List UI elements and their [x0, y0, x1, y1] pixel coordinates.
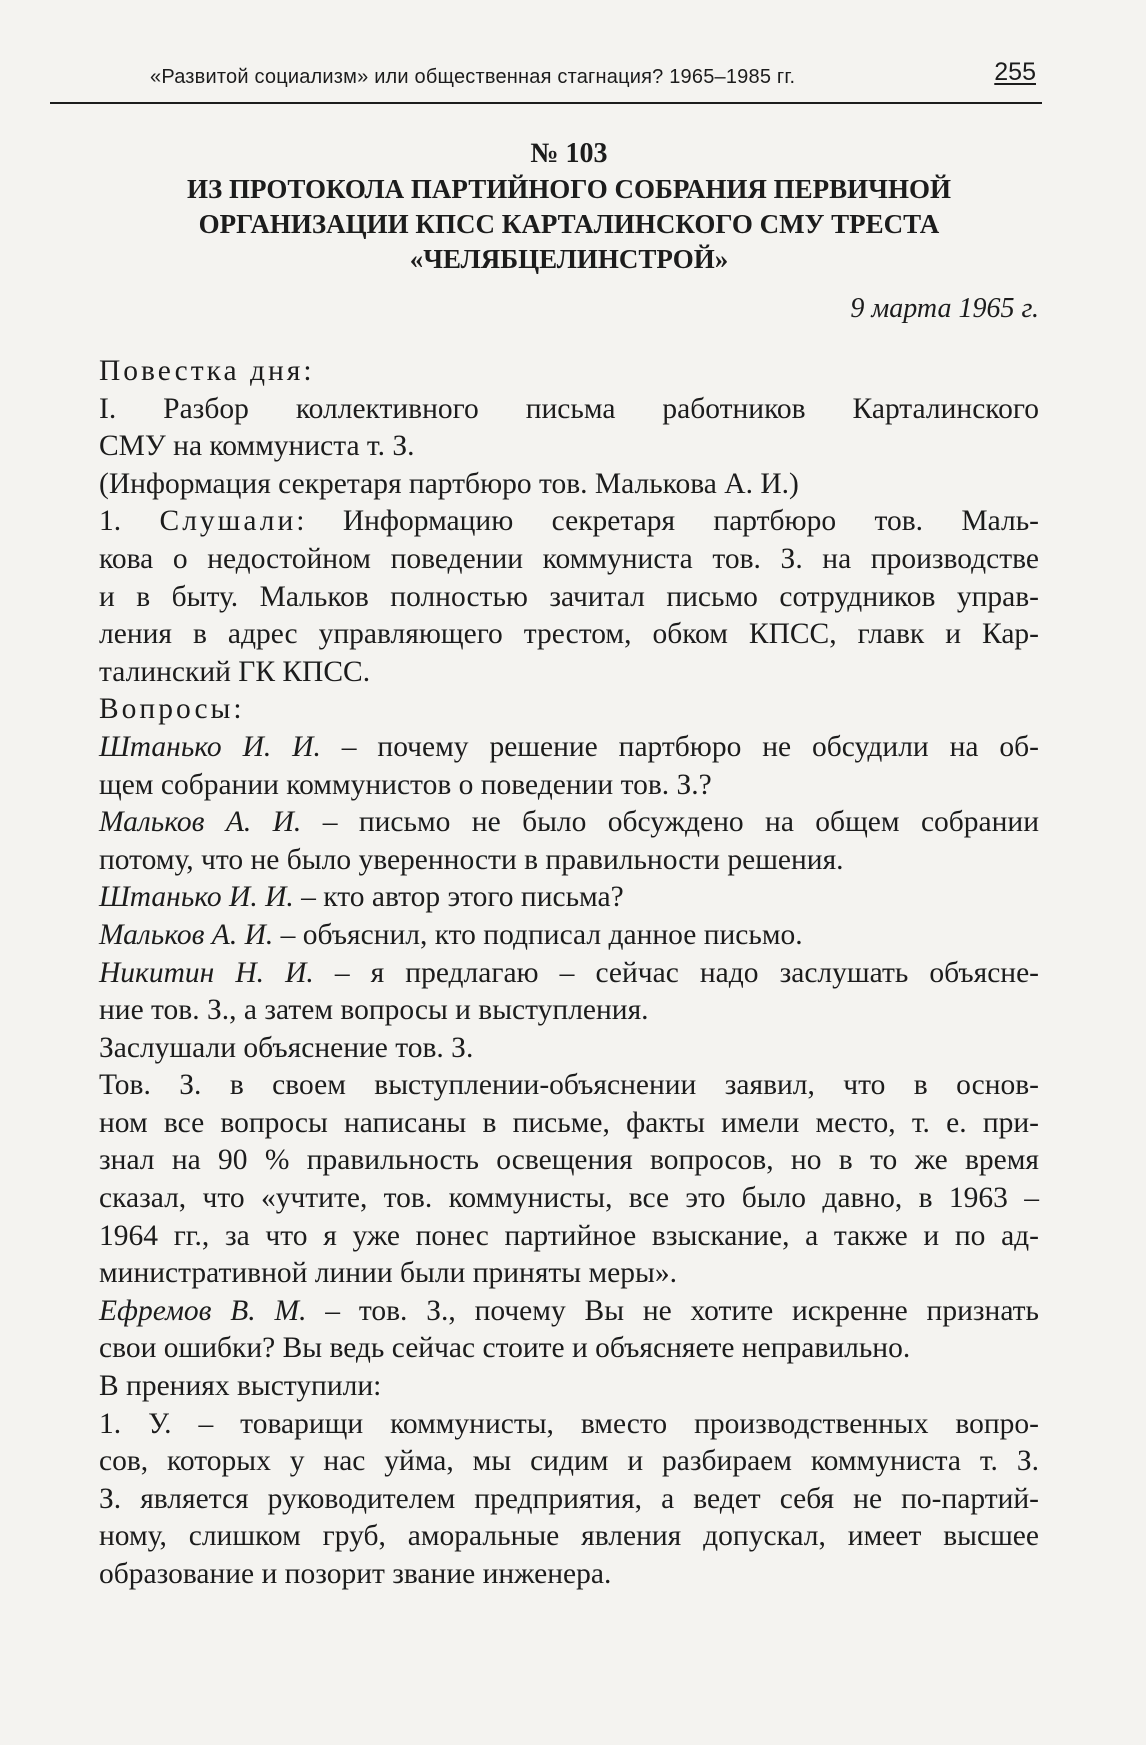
speaker-name: Мальков А. И. [99, 806, 302, 839]
heard-explanation: Заслушали объяснение тов. З. [99, 1031, 474, 1064]
answer-line: Мальков А. И. – письмо не было обсуждено на общем собрании [99, 806, 1040, 839]
debate-line: сов, которых у нас уйма, мы сидим и разбираем коммуниста т. З. [99, 1445, 1039, 1478]
document-date: 9 марта 1965 г. [850, 293, 1039, 324]
heard-paragraph: ления в адрес управляющего трестом, обком КПСС, главк и Кар- [99, 618, 1039, 651]
document-title-line: ОРГАНИЗАЦИИ КПСС КАРТАЛИНСКОГО СМУ ТРЕСТА [198, 209, 940, 239]
question-line: Штанько И. И. – кто автор этого письма? [99, 881, 624, 914]
speaker-name: Штанько И. И. [99, 730, 321, 763]
agenda-heading: Повестка дня: [99, 355, 315, 387]
proposal-line: Никитин Н. И. – я предлагаю – сейчас надо заслушать объясне- [99, 956, 1039, 989]
running-title: «Развитой социализм» или общественная стагнация? 1965–1985 гг. [150, 66, 796, 88]
speaker-name: Мальков А. И. [99, 918, 274, 951]
debate-line: 1. У. – товарищи коммунисты, вместо производственных вопро- [99, 1407, 1039, 1440]
question-line: Штанько И. И. – почему решение партбюро не обсудили на об- [99, 730, 1039, 763]
heard-paragraph: 1. Слушали: Информацию секретаря партбюро тов. Маль- [99, 505, 1039, 538]
page-content [99, 136, 1039, 1594]
explanation-line: знал на 90 % правильность освещения вопросов, но в то же время [99, 1144, 1039, 1177]
questions-heading: Вопросы: [99, 693, 245, 726]
explanation-line: Тов. З. в своем выступлении-объяснении заявил, что в основ- [99, 1069, 1039, 1102]
explanation-line: сказал, что «учтите, тов. коммунисты, все это было давно, в 1963 – [99, 1182, 1039, 1215]
speaker-name: Ефремов В. М. [99, 1294, 307, 1327]
proposal-line: ние тов. З., а затем вопросы и выступления. [99, 994, 649, 1027]
document-title [99, 172, 1039, 277]
debate-line: З. является руководителем предприятия, а ведет себя не по-партий- [99, 1482, 1039, 1515]
question-line: Ефремов В. М. – тов. З., почему Вы не хотите искренне признать [99, 1294, 1039, 1327]
running-header [50, 58, 1042, 104]
heard-paragraph: кова о недостойном поведении коммуниста тов. З. на производстве [99, 542, 1039, 575]
explanation-line: министративной линии были приняты меры». [99, 1257, 677, 1290]
heard-paragraph: и в быту. Мальков полностью зачитал письмо сотрудников управ- [99, 580, 1039, 613]
explanation-line: ном все вопросы написаны в письме, факты имели место, т. е. при- [99, 1106, 1039, 1139]
page-number: 255 [994, 58, 1036, 86]
document-title-line: «ЧЕЛЯБЦЕЛИНСТРОЙ» [409, 244, 729, 274]
agenda-item: СМУ на коммуниста т. З. [99, 430, 415, 463]
debate-line: образование и позорит звание инженера. [99, 1558, 612, 1590]
speaker-name: Никитин Н. И. [99, 956, 314, 989]
question-line: свои ошибки? Вы ведь сейчас стоите и объясняете неправильно. [99, 1332, 911, 1365]
heard-label: Слушали [159, 505, 297, 538]
document-number: № 103 [530, 138, 608, 169]
agenda-info: (Информация секретаря партбюро тов. Малькова А. И.) [99, 467, 799, 500]
heard-paragraph: талинский ГК КПСС. [99, 655, 371, 688]
document-body [99, 353, 1039, 1594]
debate-line: ному, слишком груб, аморальные явления допускал, имеет высшее [99, 1520, 1039, 1553]
agenda-item: I. Разбор коллективного письма работников Карталинского [99, 392, 1039, 425]
answer-line: Мальков А. И. – объяснил, кто подписал данное письмо. [99, 918, 803, 951]
explanation-line: 1964 гг., за что я уже понес партийное взыскание, а также и по ад- [99, 1219, 1039, 1252]
document-title-line: ИЗ ПРОТОКОЛА ПАРТИЙНОГО СОБРАНИЯ ПЕРВИЧНОЙ [187, 174, 951, 204]
answer-line: потому, что не было уверенности в правильности решения. [99, 843, 844, 876]
speaker-name: Штанько И. И. [99, 881, 294, 914]
debate-heading: В прениях выступили: [99, 1370, 382, 1403]
question-line: щем собрании коммунистов о поведении тов. З.? [99, 768, 712, 801]
